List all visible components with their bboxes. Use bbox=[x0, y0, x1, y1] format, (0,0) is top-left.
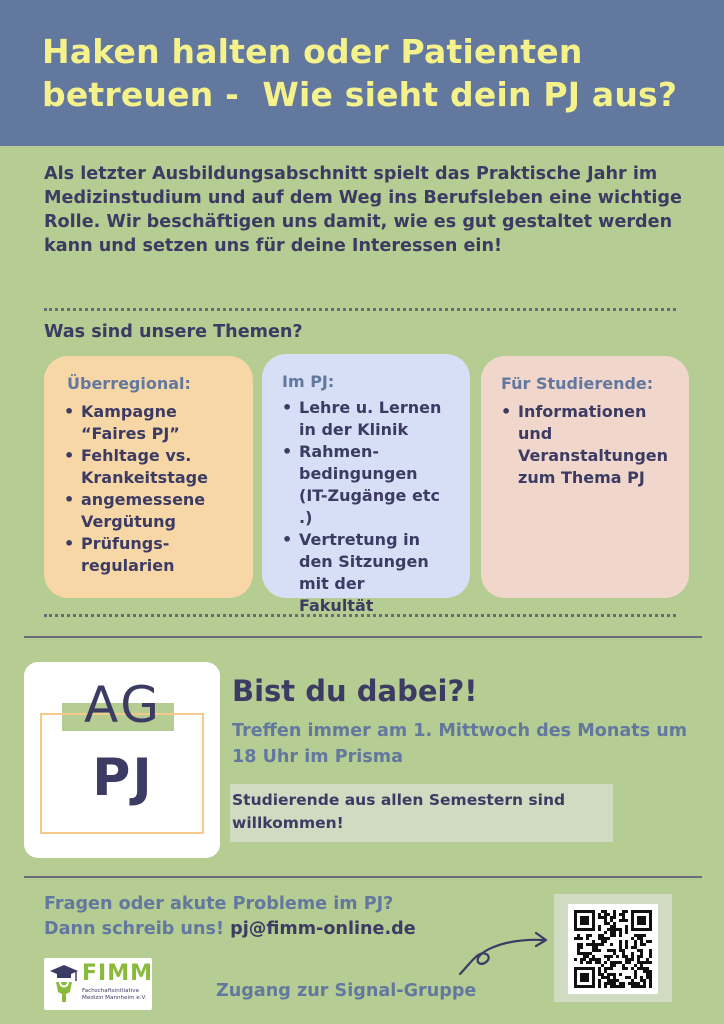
dotted-divider-bottom bbox=[44, 614, 676, 617]
themes-heading: Was sind unsere Themen? bbox=[44, 322, 303, 342]
dotted-divider-top bbox=[44, 308, 676, 311]
contact-write-prefix: Dann schreib uns! bbox=[44, 919, 231, 939]
list-item: • Fehltage vs. Krankeitstage bbox=[64, 445, 224, 489]
email-link[interactable]: pj@fimm-online.de bbox=[230, 919, 416, 939]
list-item: • Informationen und Veranstaltungen zum Thema PJ bbox=[501, 401, 677, 489]
list-item: • Kampagne “Faires PJ” bbox=[64, 401, 196, 445]
intro-paragraph: Als letzter Ausbildungsabschnitt spielt das Praktische Jahr im Medizinstudium und auf dem Weg ins Berufsleben eine wichtige Rolle. Wir beschäftigen uns damit, wie es gut gestaltet werden kann und setzen uns für deine Interessen ein! bbox=[44, 164, 682, 256]
list-item: • Lehre u. Lernen in der Klinik bbox=[282, 397, 442, 441]
join-heading: Bist du dabei?! bbox=[232, 674, 478, 708]
signal-group-label: Zugang zur Signal-Gruppe bbox=[216, 981, 477, 1001]
title-line-2: betreuen - Wie sieht dein PJ aus? bbox=[42, 75, 678, 114]
card-list bbox=[501, 401, 675, 489]
card-title: Überregional: bbox=[67, 374, 191, 393]
contact-line bbox=[44, 917, 524, 942]
list-item: • Vertretung in den Sitzungen mit der Fakultät bbox=[282, 529, 442, 617]
qr-code-icon[interactable] bbox=[574, 910, 652, 988]
welcome-text: Studierende aus allen Semestern sind willkommen! bbox=[232, 791, 566, 832]
fimm-wordmark: FIMM bbox=[82, 961, 153, 986]
contact-question: Fragen oder akute Probleme im PJ? bbox=[44, 894, 394, 914]
fimm-subtitle: Fachschaftsinitiative Medizin Mannheim e.V. bbox=[82, 988, 147, 1001]
curved-arrow-icon bbox=[456, 928, 552, 978]
theme-card-im-pj bbox=[262, 354, 470, 615]
list-item: • Prüfungs-regularien bbox=[64, 533, 184, 577]
list-item: • angemessene Vergütung bbox=[64, 489, 224, 533]
card-title: Für Studierende: bbox=[501, 374, 654, 393]
footer-divider bbox=[24, 876, 702, 878]
section-divider bbox=[24, 636, 702, 638]
card-list bbox=[64, 401, 239, 577]
meeting-schedule: Treffen immer am 1. Mittwoch des Monats um 18 Uhr im Prisma bbox=[232, 721, 688, 767]
graduate-cap-icon bbox=[48, 962, 80, 1006]
logo-text-ag: AG bbox=[83, 676, 163, 734]
card-list bbox=[282, 397, 456, 617]
logo-text-pj: PJ bbox=[92, 748, 154, 808]
list-item: • Rahmen-bedingungen (IT-Zugänge etc .) bbox=[282, 441, 448, 529]
page-title bbox=[42, 30, 702, 116]
title-line-1: Haken halten oder Patienten bbox=[42, 32, 583, 71]
fimm-logo bbox=[44, 958, 152, 1010]
theme-card-ueberregional bbox=[44, 356, 253, 598]
card-title: Im PJ: bbox=[282, 372, 335, 391]
contact-block bbox=[44, 892, 524, 942]
header-banner bbox=[0, 0, 724, 146]
theme-card-fuer-studierende bbox=[481, 356, 689, 598]
